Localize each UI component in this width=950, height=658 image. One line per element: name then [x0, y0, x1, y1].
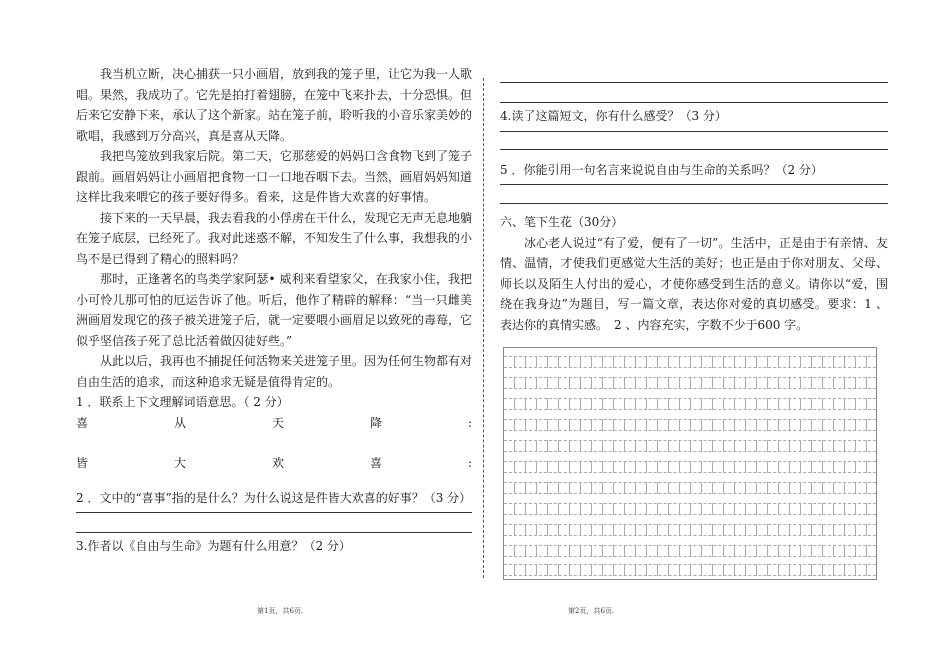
grid-row: [504, 564, 876, 576]
question-3: 3.作者以《自由与生命》为题有什么用意？（2 分）: [76, 539, 351, 553]
q1-term-1-char-4: 降: [369, 415, 382, 430]
q1-term-2-char-4: 喜: [369, 456, 382, 470]
grid-row: [504, 377, 876, 389]
q1-term-1-char-1: 喜: [76, 415, 89, 430]
q1-term-1: [76, 413, 472, 434]
grid-row: [504, 524, 876, 536]
question-4: 4.读了这篇短文，你有什么感受？（3 分）: [500, 109, 727, 123]
question-2: 2 ．文中的“喜事”指的是什么？为什么说这是件皆大欢喜的好事？（3 分）: [76, 490, 472, 505]
question-1: 1 ．联系上下文理解词语意思。（ 2 分）: [76, 395, 289, 409]
composition-grid[interactable]: [503, 347, 877, 580]
grid-row: [504, 440, 876, 452]
question-5: 5 ．你能引用一句名言来说说自由与生命的关系吗？（2 分）: [500, 162, 823, 177]
section-6-prompt: 冰心老人说过“有了爱，便有了一切”。生活中，正是由于有亲情、友情、温情，才使我们更感觉大生活的美好；也正是由于你对朋友、父母、师长以及陌生人付出的爱心，才使你感受到生活的意义。请你以“爱，围绕在我身边”为题目，写一篇文章，表达你对爱的真切感受。要求：1 、表达你的真情实感。 2 、内容充实，字数不少于600 字。: [500, 235, 888, 332]
q1-term-1-colon: :: [467, 415, 472, 430]
passage-paragraph-4: 那时，正逢著名的鸟类学家阿瑟• 威利来看望家父，在我家小住，我把小可怜儿那可怕的厄运告诉了他。听后，他作了精辟的解释：“当一只雌美洲画眉发现它的孩子被关进笼子后，就一定要喂小画眉足以致死的毒莓，它似乎坚信孩子死了总比活着做囚徒好些。”: [76, 272, 473, 348]
passage-paragraph-3: 接下来的一天早晨，我去看我的小俘虏在干什么，发现它无声无息地躺在笼子底层，已经死了。我对此迷惑不解，不知发生了什么事，我想我的小鸟不是已得到了精心的照料吗？: [76, 210, 473, 266]
left-column: [76, 64, 472, 557]
passage-paragraph-2: 我把鸟笼放到我家后院。第二天，它那慈爱的妈妈口含食物飞到了笼子跟前。画眉妈妈让小画眉把食物一口一口地吞咽下去。当然，画眉妈妈知道这样比我来喂它的孩子要好得多。看来，这是件皆大欢喜的好事情。: [76, 149, 473, 204]
grid-row: [504, 419, 876, 431]
q1-term-2: [76, 453, 472, 474]
passage-paragraph-1: 我当机立断，决心捕获一只小画眉，放到我的笼子里，让它为我一人歌唱。果然，我成功了。它先是拍打着翅膀，在笼中飞来扑去，十分恐惧。但后来它安静下来，承认了这个新家。站在笼子前，聆听我的小音乐家美妙的歌唱，我感到万分高兴，真是喜从天降。: [76, 67, 473, 143]
passage-paragraph-5: 从此以后，我再也不捕捉任何活物来关进笼子里。因为任何生物都有对自由生活的追求，而这种追求无疑是值得肯定的。: [76, 354, 473, 389]
grid-row: [504, 461, 876, 473]
grid-row: [504, 398, 876, 410]
section-6-title: 六、笔下生花（30分）: [500, 215, 624, 229]
q1-term-1-char-2: 从: [173, 415, 186, 430]
grid-row: [504, 503, 876, 515]
grid-row: [504, 482, 876, 494]
page-number-left: 第1页，共6页.: [257, 607, 304, 615]
grid-row: [504, 356, 876, 368]
q1-term-1-char-3: 天: [271, 415, 284, 430]
right-column: [500, 82, 888, 335]
q1-term-2-colon: :: [467, 456, 472, 470]
q1-term-2-char-3: 欢: [271, 456, 284, 470]
q1-term-2-char-1: 皆: [76, 456, 89, 470]
grid-row: [504, 545, 876, 557]
q1-term-2-char-2: 大: [173, 456, 186, 470]
page-number-right: 第2页，共6页.: [568, 607, 615, 615]
column-divider: [483, 78, 484, 578]
